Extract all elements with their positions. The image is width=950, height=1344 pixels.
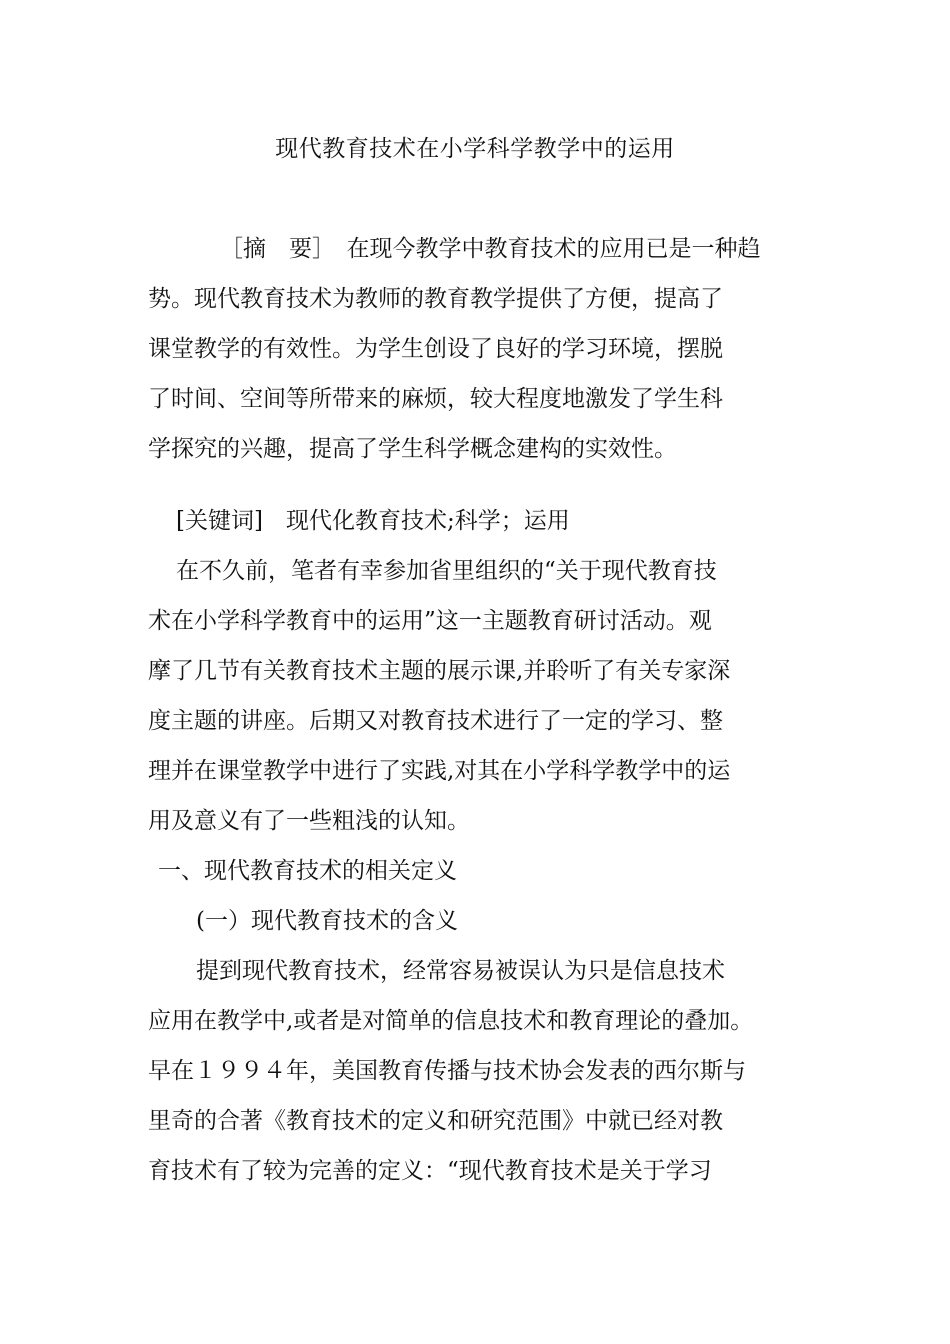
abstract-line: 学探究的兴趣，提高了学生科学概念建构的实效性。 [148,436,677,462]
paragraph-line: 育技术有了较为完善的定义：“现代教育技术是关于学习 [148,1158,712,1184]
subsection-heading: (一）现代教育技术的含义 [196,908,458,934]
abstract-line: 势。现代教育技术为教师的教育教学提供了方便，提高了 [148,286,723,312]
paragraph-line: 提到现代教育技术，经常容易被误认为只是信息技术 [196,958,725,984]
keywords-line: [关键词] 现代化教育技术;科学；运用 [176,508,570,534]
paragraph-line: 在不久前，笔者有幸参加省里组织的“关于现代教育技 [176,558,717,584]
abstract-line: 课堂教学的有效性。为学生创设了良好的学习环境，摆脱 [148,336,723,362]
paragraph-line: 理并在课堂教学中进行了实践,对其在小学科学教学中的运 [148,758,731,784]
document-title: 现代教育技术在小学科学教学中的运用 [275,136,675,162]
paragraph-line: 用及意义有了一些粗浅的认知。 [148,808,470,834]
section-heading: 一、现代教育技术的相关定义 [158,858,457,884]
paragraph-line: 里奇的合著《教育技术的定义和研究范围》中就已经对教 [148,1108,723,1134]
paragraph-line: 应用在教学中,或者是对简单的信息技术和教育理论的叠加。 [148,1008,754,1034]
abstract-line: 了时间、空间等所带来的麻烦，较大程度地激发了学生科 [148,386,723,412]
paragraph-line: 摩了几节有关教育技术主题的展示课,并聆听了有关专家深 [148,658,731,684]
abstract-line: ［摘 要］ 在现今教学中教育技术的应用已是一种趋 [220,236,761,262]
paragraph-line: 早在１９９４年，美国教育传播与技术协会发表的西尔斯与 [148,1058,746,1084]
paragraph-line: 术在小学科学教育中的运用”这一主题教育研讨活动。观 [148,608,712,634]
paragraph-line: 度主题的讲座。后期又对教育技术进行了一定的学习、整 [148,708,723,734]
